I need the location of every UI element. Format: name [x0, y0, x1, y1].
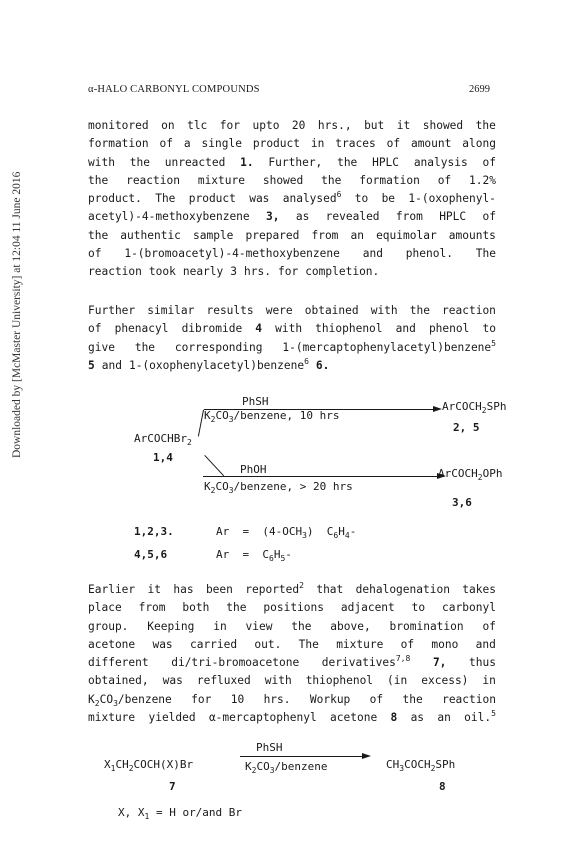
word: but	[364, 119, 385, 132]
word: product.	[88, 192, 142, 206]
word: $K_2CO_3$/benzene	[88, 692, 172, 708]
word: traces	[335, 137, 376, 151]
word: 1.	[240, 155, 254, 169]
word: from	[311, 228, 339, 242]
word: thiophenol	[305, 674, 374, 688]
text-line	[88, 302, 496, 320]
word: takes	[462, 583, 496, 596]
word: 8	[390, 711, 398, 725]
reference-marker: 6	[336, 190, 342, 200]
word: carbonyl	[442, 601, 496, 615]
reference-marker: 6	[304, 356, 309, 366]
word: with	[264, 674, 292, 688]
word: both	[182, 601, 210, 615]
word: mixture	[336, 637, 384, 651]
scheme2-arrow-line	[240, 756, 363, 757]
word: 1-(oxophenylacetyl)benzene$^6$	[128, 356, 309, 372]
word: oil.$^5$	[464, 709, 496, 725]
upper-arrow-line	[204, 409, 434, 410]
word: HPLC	[372, 155, 400, 169]
running-header	[88, 84, 488, 98]
text-line	[88, 227, 496, 245]
text-line	[88, 208, 496, 226]
word: Further,	[268, 155, 323, 169]
word: analysed$^6$	[282, 190, 342, 206]
text-line	[88, 618, 496, 636]
word: the	[88, 228, 109, 242]
word: analysis	[413, 155, 468, 169]
upper-product-number: 2, 5	[453, 421, 480, 434]
reference-marker: 5	[491, 338, 496, 348]
word: be	[381, 192, 396, 206]
word: bromination	[389, 619, 464, 633]
word: 7,	[432, 656, 447, 670]
word: Earlier	[88, 583, 136, 596]
word: product	[188, 192, 236, 206]
word: obtained	[304, 304, 359, 317]
word: of	[369, 692, 384, 706]
word: single	[201, 137, 242, 151]
word: from	[138, 601, 166, 615]
word: amounts	[448, 228, 496, 242]
word: thiophenol	[315, 322, 383, 336]
word: the	[402, 692, 423, 706]
word: thus	[469, 656, 496, 670]
word: of	[400, 637, 415, 651]
legend-formula-2: $Ar = C_6H_5-$	[216, 548, 292, 563]
paragraph-2	[88, 302, 496, 375]
word: to	[411, 601, 426, 615]
word: reaction	[442, 304, 496, 317]
word: sample	[193, 228, 234, 242]
word: similar	[147, 304, 195, 317]
page-number: 2699	[469, 84, 490, 95]
word: was	[249, 192, 270, 206]
word: been	[205, 583, 233, 596]
word: and	[101, 358, 122, 372]
word: 5	[88, 358, 95, 372]
word: Further	[88, 304, 136, 317]
word: equimolar	[376, 228, 437, 242]
text-line	[88, 135, 496, 153]
word: authentic	[120, 228, 181, 242]
word: the	[409, 304, 430, 317]
upper-product: ArCOCH$_2$SPh	[442, 400, 507, 415]
word: of	[386, 137, 401, 151]
word: from	[395, 210, 423, 224]
word: out.	[254, 637, 282, 651]
word: Workup	[309, 692, 351, 706]
word: in	[310, 137, 325, 151]
reference-marker: 2	[299, 581, 304, 590]
word: has	[173, 583, 194, 596]
word: view	[245, 619, 273, 633]
word: of	[482, 210, 496, 224]
scheme2-conditions: $K_2CO_3$/benzene	[245, 760, 328, 775]
word: phenacyl	[114, 322, 169, 336]
word: completion.	[305, 265, 380, 279]
word: of	[159, 137, 173, 151]
scheme2-reactant-number: 7	[169, 780, 176, 793]
word: formation	[88, 137, 149, 151]
legend-compounds-2: 4,5,6	[134, 548, 168, 561]
word: HPLC	[439, 210, 467, 224]
word: phenol	[428, 322, 470, 336]
text-line	[88, 709, 496, 727]
word: mono	[431, 637, 459, 651]
word: unreacted	[164, 155, 226, 169]
word: hrs.	[244, 265, 271, 279]
scheme2-reactant: $X_1CH_2COCH(X)Br$	[104, 758, 194, 773]
word: 1-(oxophenyl-	[408, 192, 496, 206]
text-line	[88, 263, 496, 281]
word: corresponding	[174, 340, 263, 354]
text-line	[88, 581, 496, 599]
word: showed	[422, 119, 464, 132]
word: acetone	[330, 711, 378, 725]
word: acetone	[88, 637, 136, 651]
word: Keeping	[147, 619, 195, 633]
word: with	[370, 304, 398, 317]
word: reaction	[126, 173, 180, 187]
word: acetyl)-4-methoxybenzene	[88, 210, 250, 224]
word: 20	[291, 119, 306, 132]
word: and	[362, 247, 383, 261]
word: along	[462, 137, 496, 151]
word: for	[219, 119, 240, 132]
scheme2-reagent: PhSH	[256, 741, 283, 754]
word: an	[437, 711, 451, 725]
word: 10	[230, 692, 245, 706]
word: the	[475, 119, 496, 132]
word: reaction	[442, 692, 496, 706]
word: adjacent	[340, 601, 395, 615]
reactant: ArCOCHBr$_2$	[134, 432, 192, 447]
word: 6.	[315, 358, 330, 372]
word: obtained,	[88, 674, 149, 688]
word: amount	[410, 137, 452, 151]
word: as	[410, 711, 425, 725]
word: and	[395, 322, 416, 336]
paragraph-1	[88, 117, 496, 282]
text-line	[88, 654, 496, 672]
text-line	[88, 117, 496, 135]
lower-product: ArCOCH$_2$OPh	[438, 467, 503, 482]
word: the	[134, 340, 156, 354]
word: 3	[230, 265, 238, 279]
download-note: Downloaded by [McMaster University] at 12:04 11 June 2016	[11, 171, 23, 458]
word: nearly	[182, 265, 224, 279]
legend-formula-1: $Ar = (4-OCH_3)$ $C_6H_4-$	[216, 525, 357, 540]
word: to	[354, 192, 369, 206]
word: 1-(bromoacetyl)-4-methoxybenzene	[124, 247, 340, 261]
word: of	[88, 322, 102, 336]
word: above,	[330, 619, 371, 633]
word: of	[88, 247, 102, 261]
word: results	[206, 304, 254, 317]
word: The	[475, 247, 496, 261]
reference-marker: 7,8	[395, 654, 411, 664]
word: to	[482, 322, 496, 336]
word: dibromide	[181, 322, 243, 336]
word: in	[482, 674, 496, 688]
word: hrs.	[263, 692, 291, 706]
lower-conditions: $K_2CO_3$/benzene, > 20 hrs	[204, 480, 353, 495]
word: on	[161, 119, 175, 132]
word: place	[88, 601, 122, 615]
word: in	[213, 619, 227, 633]
word: α-mercaptophenyl	[208, 711, 317, 725]
text-line	[88, 190, 496, 208]
word: for	[191, 692, 212, 706]
word: that	[316, 583, 344, 596]
text-line	[88, 245, 496, 263]
upper-arrow-head	[433, 406, 442, 412]
word: the	[88, 173, 109, 187]
text-line	[88, 599, 496, 617]
word: upto	[252, 119, 280, 132]
word: prepared	[245, 228, 300, 242]
word: product	[252, 137, 300, 151]
word: the	[337, 155, 358, 169]
word: formation	[359, 173, 420, 187]
upper-branch-line	[198, 410, 204, 437]
word: the	[291, 619, 312, 633]
text-line	[88, 672, 496, 690]
word: took	[148, 265, 176, 279]
upper-conditions: $K_2CO_3$/benzene, 10 hrs	[204, 409, 340, 424]
word: the	[321, 173, 342, 187]
word: reported$^2$	[245, 581, 304, 596]
word: reaction	[88, 265, 142, 279]
word: carried	[189, 637, 238, 651]
word: a	[183, 137, 191, 151]
text-line	[88, 320, 496, 338]
word: give	[88, 340, 115, 354]
word: the	[226, 601, 247, 615]
word: group.	[88, 619, 129, 633]
word: hrs.,	[317, 119, 352, 132]
reactant-number: 1,4	[153, 451, 173, 464]
word: 1-(mercaptophenylacetyl)benzene$^5$	[282, 338, 496, 354]
lower-product-number: 3,6	[452, 496, 472, 509]
scheme2-product-number: 8	[439, 780, 446, 793]
word: (in	[387, 674, 408, 688]
word: were	[265, 304, 293, 317]
word: 4	[255, 322, 263, 336]
word: mixture	[88, 711, 136, 725]
word: di/tri-bromoacetone	[171, 656, 300, 670]
word: mixture	[197, 173, 245, 187]
word: an	[350, 228, 364, 242]
lower-arrow-line	[203, 476, 438, 477]
word: was	[162, 674, 183, 688]
word: The	[298, 637, 319, 651]
word: with	[88, 155, 115, 169]
word: of	[482, 155, 496, 169]
word: yielded	[148, 711, 196, 725]
word: revealed	[325, 210, 380, 224]
text-line	[88, 357, 496, 375]
word: dehalogenation	[355, 583, 450, 596]
word: it	[147, 583, 161, 596]
lower-reagent: PhOH	[240, 463, 267, 476]
paragraph-3	[88, 581, 496, 727]
word: tlc	[187, 119, 208, 132]
word: excess)	[421, 674, 469, 688]
word: The	[155, 192, 176, 206]
word: positions	[263, 601, 324, 615]
word: and	[475, 637, 496, 651]
word: for	[277, 265, 299, 279]
reference-marker: 5	[491, 709, 496, 719]
running-title: α-HALO CARBONYL COMPOUNDS	[88, 84, 260, 95]
text-line	[88, 154, 496, 172]
text-line	[88, 636, 496, 654]
word: it	[396, 119, 411, 132]
word: of	[437, 173, 452, 187]
text-line	[88, 339, 496, 357]
word: showed	[262, 173, 304, 187]
word: monitored	[88, 119, 149, 132]
word: refluxed	[196, 674, 251, 688]
text-line	[88, 691, 496, 709]
word: 1.2%	[469, 173, 496, 187]
word: with	[275, 322, 303, 336]
scheme2-footnote: X, $X_1 = H$ or/and Br	[118, 806, 243, 821]
text-line	[88, 172, 496, 190]
lower-branch-line	[204, 455, 224, 476]
legend-compounds-1: 1,2,3.	[134, 525, 174, 538]
upper-reagent: PhSH	[242, 395, 269, 408]
lower-arrow-head	[437, 473, 446, 479]
word: phenol.	[405, 247, 453, 261]
word: the	[129, 155, 150, 169]
word: was	[152, 637, 173, 651]
word: derivatives$^{7,8}$	[321, 654, 411, 670]
word: of	[482, 619, 496, 633]
word: as	[295, 210, 310, 224]
word: different	[88, 656, 149, 670]
scheme2-product: $CH_3COCH_2SPh$	[386, 758, 456, 773]
scheme2-arrow-head	[362, 753, 371, 759]
word: 3,	[266, 210, 280, 224]
